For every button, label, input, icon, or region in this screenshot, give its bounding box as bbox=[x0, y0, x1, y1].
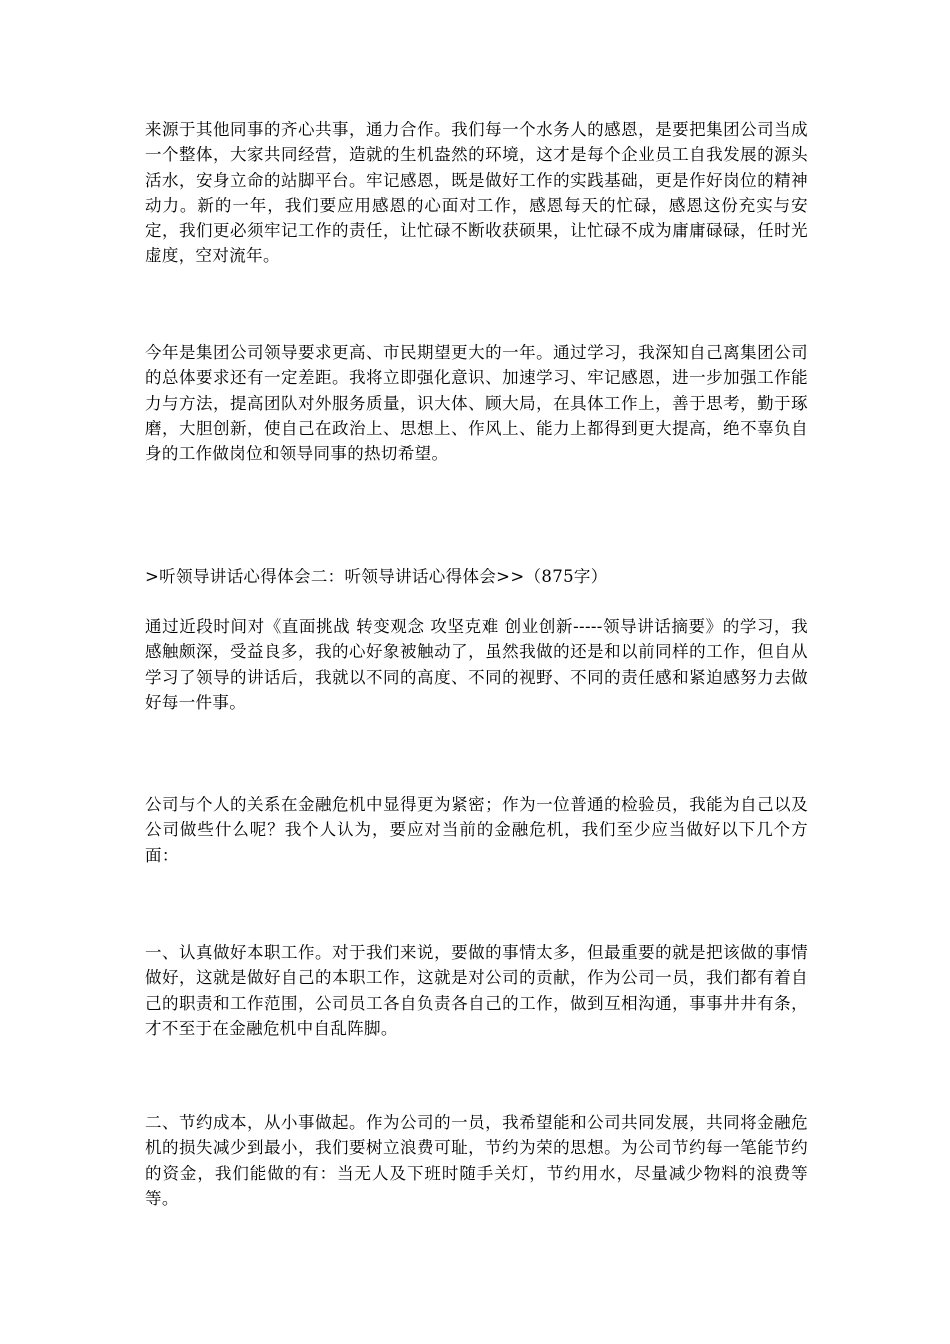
body-paragraph: 通过近段时间对《直面挑战 转变观念 攻坚克难 创业创新-----领导讲话摘要》的学习，我感触颇深，受益良多，我的心好象被触动了，虽然我做的还是和以前同样的工作，但自从学习了领导的讲话后，我就以不同的高度、不同的视野、不同的责任感和紧迫感努力去做好每一件事。 bbox=[145, 617, 808, 712]
body-paragraph: 来源于其他同事的齐心共事，通力合作。我们每一个水务人的感恩，是要把集团公司当成一个整体，大家共同经营，造就的生机盎然的环境，这才是每个企业员工自我发展的源头活水，安身立命的站脚平台。牢记感恩，既是做好工作的实践基础，更是作好岗位的精神动力。新的一年，我们要应用感恩的心面对工作，感恩每天的忙碌，感恩这份充实与安定，我们更必须牢记工作的责任，让忙碌不断收获硕果，让忙碌不成为庸庸碌碌，任时光虚度，空对流年。 bbox=[145, 120, 808, 266]
body-paragraph: 公司与个人的关系在金融危机中显得更为紧密；作为一位普通的检验员，我能为自己以及公司做些什么呢？我个人认为，要应对当前的金融危机，我们至少应当做好以下几个方面： bbox=[145, 795, 808, 865]
body-paragraph: 二、节约成本，从小事做起。作为公司的一员，我希望能和公司共同发展，共同将金融危机的损失减少到最小，我们要树立浪费可耻，节约为荣的思想。为公司节约每一笔能节约的资金，我们能做的有：当无人及下班时随手关灯，节约用水，尽量减少物料的浪费等等。 bbox=[145, 1113, 808, 1208]
body-paragraph: 一、认真做好本职工作。对于我们来说，要做的事情太多，但最重要的就是把该做的事情做好，这就是做好自己的本职工作，这就是对公司的贡献，作为公司一员，我们都有着自己的职责和工作范围，公司员工各自负责各自己的工作，做到互相沟通，事事井井有条，才不至于在金融危机中自乱阵脚。 bbox=[145, 943, 808, 1038]
body-paragraph: 今年是集团公司领导要求更高、市民期望更大的一年。通过学习，我深知自己离集团公司的总体要求还有一定差距。我将立即强化意识、加速学习、牢记感恩，进一步加强工作能力与方法，提高团队对外服务质量，识大体、顾大局，在具体工作上，善于思考，勤于琢磨，大胆创新，使自己在政治上、思想上、作风上、能力上都得到更大提高，绝不辜负自身的工作做岗位和领导同事的热切希望。 bbox=[145, 343, 808, 464]
section-heading: >听领导讲话心得体会二：听领导讲话心得体会>>（875字） bbox=[145, 567, 608, 586]
